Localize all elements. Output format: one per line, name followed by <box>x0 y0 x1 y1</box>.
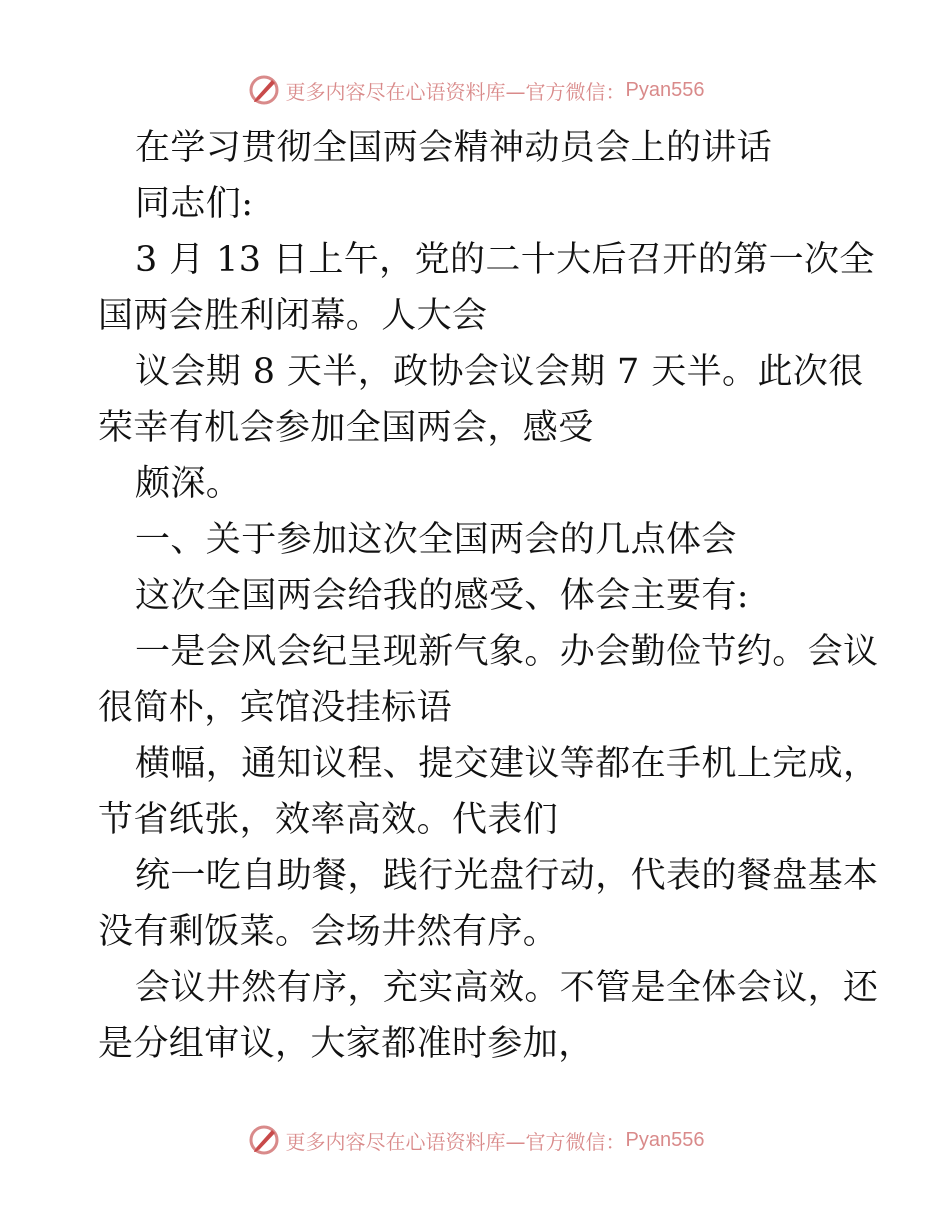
paragraph-line: 会议井然有序，充实高效。不管是全体会议，还 <box>135 968 879 1008</box>
paragraph-line: 3 月 13 日上午，党的二十大后召开的第一次全 <box>135 240 875 280</box>
watermark-handle: Pyan556 <box>625 78 705 101</box>
paragraph-line: 一是会风会纪呈现新气象。办会勤俭节约。会议 <box>135 632 879 672</box>
watermark-handle: Pyan556 <box>625 1128 705 1151</box>
paragraph-line: 节省纸张，效率高效。代表们 <box>98 800 559 840</box>
brush-circle-logo-icon <box>246 72 282 108</box>
brush-circle-logo-icon <box>246 1122 282 1158</box>
paragraph-line: 颇深。 <box>135 464 242 504</box>
section-heading: 一、关于参加这次全国两会的几点体会 <box>135 520 737 560</box>
paragraph-line: 横幅，通知议程、提交建议等都在手机上完成， <box>135 744 879 784</box>
document-body <box>98 120 879 1072</box>
document-title: 在学习贯彻全国两会精神动员会上的讲话 <box>135 128 773 168</box>
paragraph-line: 统一吃自助餐，践行光盘行动，代表的餐盘基本 <box>135 856 879 896</box>
paragraph-line: 国两会胜利闭幕。人大会 <box>98 296 488 336</box>
paragraph-line: 是分组审议，大家都准时参加， <box>98 1024 594 1064</box>
paragraph-line: 荣幸有机会参加全国两会，感受 <box>98 408 594 448</box>
paragraph-line: 很简朴，宾馆没挂标语 <box>98 688 453 728</box>
paragraph-line: 这次全国两会给我的感受、体会主要有: <box>135 576 749 616</box>
header-watermark <box>0 70 950 110</box>
footer-watermark <box>0 1120 950 1160</box>
salutation: 同志们: <box>135 184 254 224</box>
paragraph-line: 没有剩饭菜。会场井然有序。 <box>98 912 559 952</box>
watermark-text: 更多内容尽在心语资料库—官方微信： <box>285 1129 626 1154</box>
watermark-text: 更多内容尽在心语资料库—官方微信： <box>285 79 626 104</box>
paragraph-line: 议会期 8 天半，政协会议会期 7 天半。此次很 <box>135 352 864 392</box>
